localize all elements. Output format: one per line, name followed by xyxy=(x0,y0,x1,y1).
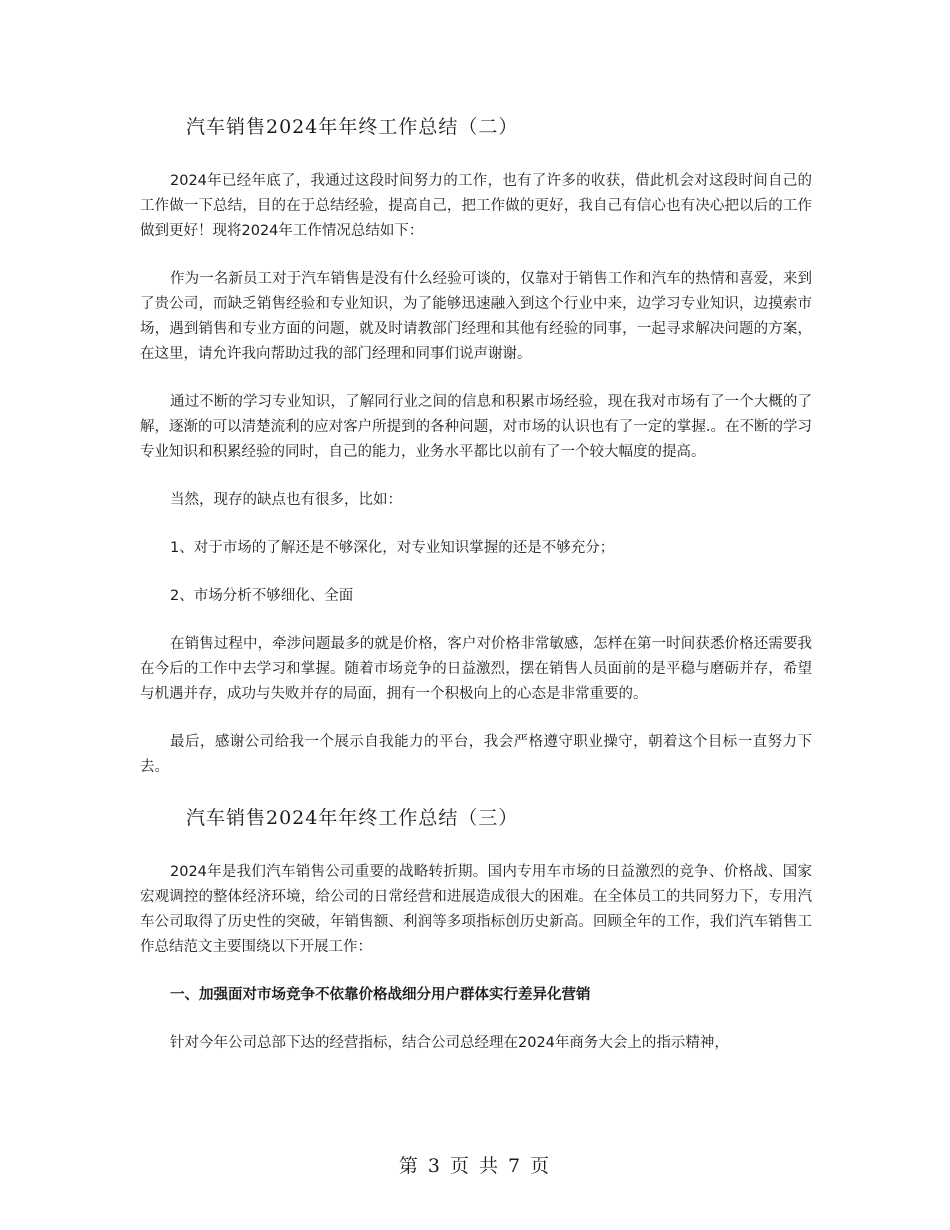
paragraph: 针对今年公司总部下达的经营指标，结合公司总经理在2024年商务大会上的指示精神， xyxy=(170,1035,729,1051)
paragraph: 2024年是我们汽车销售公司重要的战略转折期。国内专用车市场的日益激烈的竞争、价格战、国家宏观调控的整体经济环境，给公司的日常经营和进展造成很大的困难。在全体员工的共同努力下，专用汽车公司取得了历史性的突破，年销售额、利润等多项指标创历史新高。回顾全年的工作，我们汽车销售工作总结范文主要围绕以下开展工作： xyxy=(140,864,812,955)
document-body xyxy=(140,112,812,1056)
paragraph: 最后，感谢公司给我一个展示自我能力的平台，我会严格遵守职业操守，朝着这个目标一直努力下去。 xyxy=(140,734,812,775)
section-title-3: 汽车销售2024年年终工作总结（三） xyxy=(186,807,519,829)
list-item: 1、对于市场的了解还是不够深化，对专业知识掌握的还是不够充分； xyxy=(170,540,615,556)
paragraph: 2024年已经年底了，我通过这段时间努力的工作，也有了许多的收获，借此机会对这段时间自己的工作做一下总结，目的在于总结经验，提高自己，把工作做的更好，我自己有信心也有决心把以后的工作做到更好！现将2024年工作情况总结如下： xyxy=(140,173,812,239)
paragraph: 在销售过程中，牵涉问题最多的就是价格，客户对价格非常敏感，怎样在第一时间获悉价格还需要我在今后的工作中去学习和掌握。随着市场竞争的日益激烈，摆在销售人员面前的是平稳与磨砺并存，希望与机遇并存，成功与失败并存的局面，拥有一个积极向上的心态是非常重要的。 xyxy=(140,636,812,702)
section-title-2: 汽车销售2024年年终工作总结（二） xyxy=(186,116,519,138)
paragraph: 通过不断的学习专业知识，了解同行业之间的信息和积累市场经验，现在我对市场有了一个大概的了解，逐渐的可以清楚流利的应对客户所提到的各种问题，对市场的认识也有了一定的掌握.。在不断的学习专业知识和积累经验的同时，自己的能力，业务水平都比以前有了一个较大幅度的提高。 xyxy=(140,394,812,460)
paragraph: 当然，现存的缺点也有很多，比如： xyxy=(170,492,402,508)
page-number-footer: 第 3 页 共 7 页 xyxy=(398,1155,552,1177)
subheading: 一、加强面对市场竞争不依靠价格战细分用户群体实行差异化营销 xyxy=(170,987,591,1003)
list-item: 2、市场分析不够细化、全面 xyxy=(170,588,354,604)
paragraph: 作为一名新员工对于汽车销售是没有什么经验可谈的，仅靠对于销售工作和汽车的热情和喜爱，来到了贵公司，而缺乏销售经验和专业知识，为了能够迅速融入到这个行业中来，边学习专业知识，边摸索市场，遇到销售和专业方面的问题，就及时请教部门经理和其他有经验的同事，一起寻求解决问题的方案，在这里，请允许我向帮助过我的部门经理和同事们说声谢谢。 xyxy=(140,271,812,362)
